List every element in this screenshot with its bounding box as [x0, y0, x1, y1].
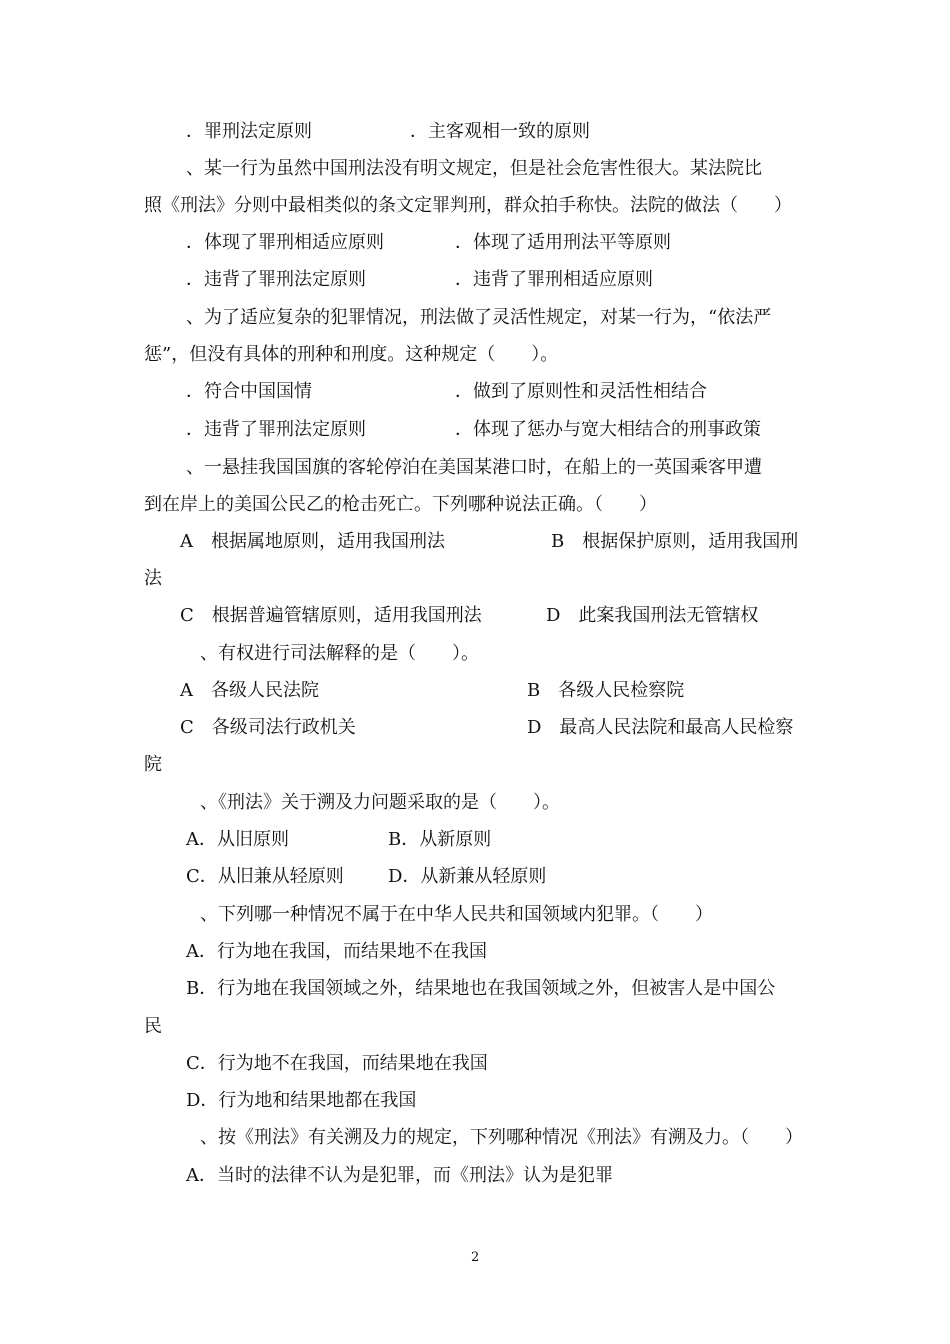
q-option-a: A 根据属地原则，适用我国刑法 — [180, 531, 445, 552]
q-option-b: B 根据保护原则，适用我国刑 — [551, 531, 799, 552]
q-option-d: D．行为地和结果地都在我国 — [186, 1090, 417, 1111]
question-stem: 、一悬挂我国国旗的客轮停泊在美国某港口时，在船上的一英国乘客甲遭 — [186, 457, 762, 478]
page-number: 2 — [471, 1250, 480, 1265]
question-stem-cont: 惩”，但没有具体的刑种和刑度。这种规定（ ）。 — [144, 344, 559, 365]
q-option-a: A 各级人民法院 — [180, 680, 319, 701]
question-stem-cont: 到在岸上的美国公民乙的枪击死亡。下列哪种说法正确。（ ） — [144, 494, 657, 515]
q-option-c: ．违背了罪刑法定原则 — [186, 269, 366, 290]
question-stem-cont: 照《刑法》分则中最相类似的条文定罪判刑，群众拍手称快。法院的做法（ ） — [144, 195, 792, 216]
question-stem: 、有权进行司法解释的是（ ）。 — [200, 643, 479, 664]
q-option-b: B．行为地在我国领域之外，结果地也在我国领域之外，但被害人是中国公 — [186, 978, 776, 999]
q-option-a: A．从旧原则 — [186, 829, 289, 850]
q-option-c: C．行为地不在我国，而结果地在我国 — [186, 1053, 488, 1074]
q-option-a: ．符合中国国情 — [186, 381, 312, 402]
question-stem: 、下列哪一种情况不属于在中华人民共和国领域内犯罪。（ ） — [200, 904, 713, 925]
q-option-a: A．行为地在我国，而结果地不在我国 — [186, 941, 487, 962]
q-option-a: ．罪刑法定原则 — [186, 121, 312, 142]
q-option-d: D 此案我国刑法无管辖权 — [546, 605, 759, 626]
q-option-b: B 各级人民检察院 — [527, 680, 685, 701]
q-option-c: C．从旧兼从轻原则 — [186, 866, 344, 887]
q-option-b-cont: 法 — [144, 568, 162, 589]
question-stem: 、为了适应复杂的犯罪情况，刑法做了灵活性规定，对某一行为，“依法严 — [186, 307, 772, 328]
q-option-b: B．从新原则 — [388, 829, 492, 850]
question-stem: 、某一行为虽然中国刑法没有明文规定，但是社会危害性很大。某法院比 — [186, 158, 762, 179]
q-option-a: A．当时的法律不认为是犯罪，而《刑法》认为是犯罪 — [186, 1165, 613, 1186]
q-option-b: ．体现了适用刑法平等原则 — [455, 232, 671, 253]
q-option-b: ．做到了原则性和灵活性相结合 — [455, 381, 707, 402]
question-stem: 、《刑法》关于溯及力问题采取的是（ ）。 — [200, 792, 560, 813]
q-option-a: ．体现了罪刑相适应原则 — [186, 232, 384, 253]
q-option-c: C 各级司法行政机关 — [180, 717, 356, 738]
q-option-b: ．主客观相一致的原则 — [410, 121, 590, 142]
q-option-d: D 最高人民法院和最高人民检察 — [527, 717, 794, 738]
question-stem: 、按《刑法》有关溯及力的规定，下列哪种情况《刑法》有溯及力。（ ） — [200, 1127, 803, 1148]
q-option-c: ．违背了罪刑法定原则 — [186, 419, 366, 440]
q-option-d: ．体现了惩办与宽大相结合的刑事政策 — [455, 419, 761, 440]
q-option-c: C 根据普遍管辖原则，适用我国刑法 — [180, 605, 482, 626]
q-option-d: D．从新兼从轻原则 — [388, 866, 547, 887]
q-option-d: ．违背了罪刑相适应原则 — [455, 269, 653, 290]
q-option-d-cont: 院 — [144, 754, 162, 775]
q-option-b-cont: 民 — [144, 1016, 162, 1037]
